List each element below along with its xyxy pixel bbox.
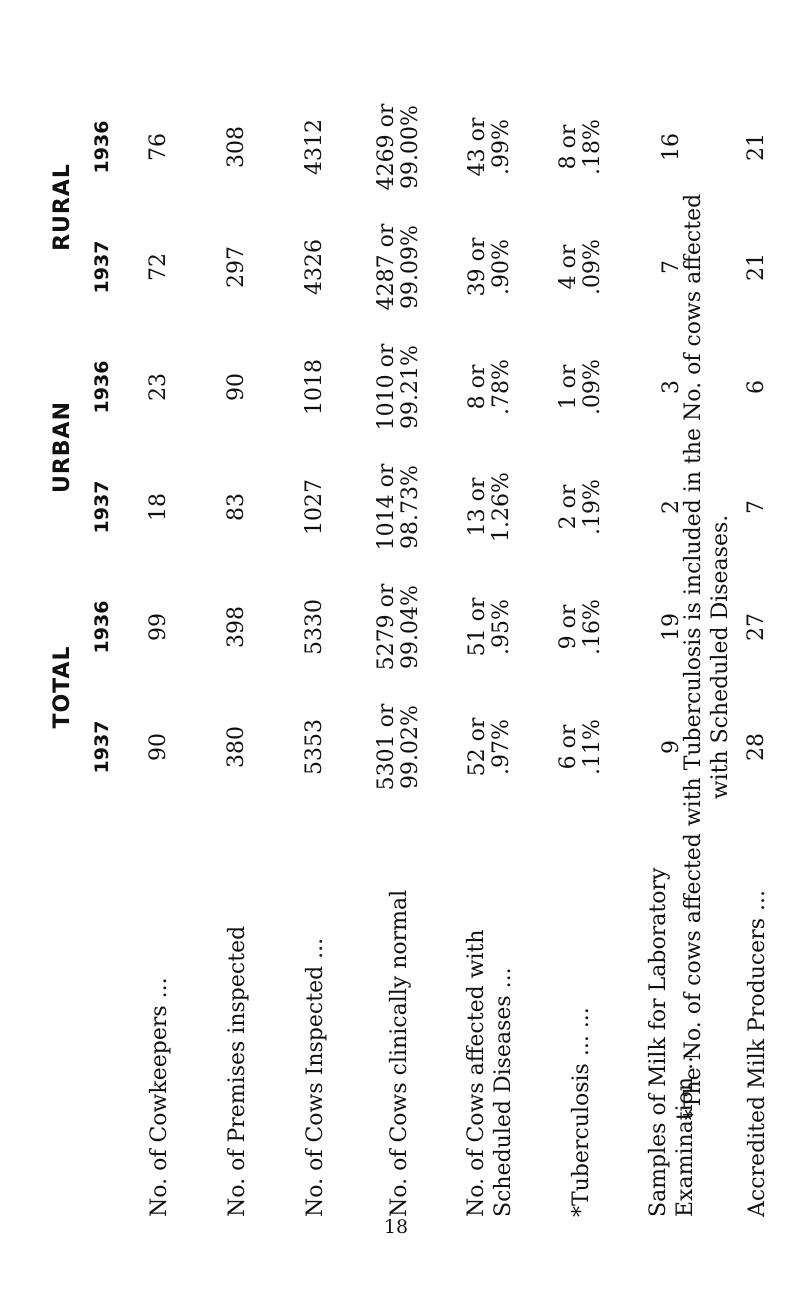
- value-cell: [536, 327, 626, 447]
- value-text: 1 or: [556, 364, 581, 410]
- value-text: 9: [659, 740, 684, 754]
- rotated-page: [30, 57, 770, 1257]
- group-header-rural: RURAL: [49, 163, 75, 251]
- year-header: 1936: [91, 600, 113, 654]
- value-cell: [276, 687, 354, 807]
- row-label: [198, 807, 276, 1217]
- value-cell: [276, 207, 354, 327]
- year-header: 1936: [91, 360, 113, 414]
- value-text: 18: [146, 493, 171, 521]
- value-text: 39 or: [465, 237, 490, 297]
- value-text: 6 or: [556, 724, 581, 770]
- value-text: 27: [744, 613, 769, 641]
- value-text: 16: [659, 133, 684, 161]
- row-label-line: Examination ...: [673, 1048, 698, 1217]
- value-cell: [354, 567, 444, 687]
- value-text: 2 or: [556, 484, 581, 530]
- value-text: 76: [146, 133, 171, 161]
- value-cell: [444, 567, 536, 687]
- value-cell: [536, 567, 626, 687]
- value-cell: [354, 87, 444, 207]
- value-text: 6: [744, 380, 769, 394]
- row-label-line: No. of Cows affected with: [464, 929, 489, 1217]
- value-cell: [276, 327, 354, 447]
- value-cell: [198, 87, 276, 207]
- row-label-line: *Tuberculosis ... ...: [568, 1007, 594, 1217]
- value-text: 8 or: [465, 364, 490, 410]
- value-text: 4269 or: [374, 103, 399, 191]
- row-label-line: Scheduled Diseases ...: [491, 967, 516, 1217]
- row-label-line: No. of Cows Inspected ...: [302, 937, 328, 1217]
- value-text: 1018: [302, 359, 327, 415]
- year-header: 1937: [91, 480, 113, 534]
- value-cell: [536, 447, 626, 567]
- value-text: 99: [146, 613, 171, 641]
- value-cell: [354, 447, 444, 567]
- value-cell: [536, 687, 626, 807]
- label-column-header-blank: [84, 807, 120, 1217]
- value-text: 99.04%: [398, 585, 423, 669]
- value-text: 398: [224, 606, 249, 648]
- table-row: [276, 87, 354, 1217]
- table-row: [198, 87, 276, 1217]
- value-text: 5279 or: [374, 583, 399, 671]
- value-text: 4 or: [556, 244, 581, 290]
- value-cell: [198, 327, 276, 447]
- value-text: 8 or: [556, 124, 581, 170]
- value-text: 1027: [302, 479, 327, 535]
- value-text: 99.21%: [398, 345, 423, 429]
- value-text: .09%: [580, 359, 605, 415]
- group-header-urban: URBAN: [49, 401, 75, 494]
- value-text: 4326: [302, 239, 327, 295]
- year-header: 1936: [91, 120, 113, 174]
- table-row: [354, 87, 444, 1217]
- value-text: .16%: [580, 599, 605, 655]
- row-label-line: No. of Cowkeepers ...: [146, 977, 172, 1217]
- row-label: [276, 807, 354, 1217]
- value-text: .09%: [580, 239, 605, 295]
- value-text: 23: [146, 373, 171, 401]
- value-cell: [536, 207, 626, 327]
- value-text: 7: [659, 260, 684, 274]
- value-cell: [120, 567, 198, 687]
- year-header-row: [84, 87, 120, 1217]
- value-text: .11%: [580, 719, 605, 775]
- value-cell: [276, 447, 354, 567]
- row-label-line: Accredited Milk Producers ...: [744, 890, 770, 1217]
- value-cell: [120, 687, 198, 807]
- value-cell: [198, 687, 276, 807]
- value-text: 13 or: [465, 477, 490, 537]
- table-row: [536, 87, 626, 1217]
- value-text: 90: [146, 733, 171, 761]
- value-text: 380: [224, 726, 249, 768]
- value-text: 99.00%: [398, 105, 423, 189]
- value-cell: [444, 447, 536, 567]
- value-text: 2: [659, 500, 684, 514]
- value-text: 1.26%: [489, 472, 514, 542]
- value-cell: [120, 327, 198, 447]
- footnote: [680, 97, 734, 1217]
- value-text: 3: [659, 380, 684, 394]
- value-text: 9 or: [556, 604, 581, 650]
- year-header: 1937: [91, 720, 113, 774]
- value-text: 98.73%: [398, 465, 423, 549]
- value-text: 5330: [302, 599, 327, 655]
- value-cell: [444, 87, 536, 207]
- value-text: 7: [744, 500, 769, 514]
- value-text: .97%: [489, 719, 514, 775]
- value-cell: [198, 447, 276, 567]
- value-cell: [444, 687, 536, 807]
- value-text: 90: [224, 373, 249, 401]
- value-cell: [120, 207, 198, 327]
- value-text: .19%: [580, 479, 605, 535]
- row-label: [444, 807, 536, 1217]
- table-row: [120, 87, 198, 1217]
- row-label: [120, 807, 198, 1217]
- value-text: .90%: [489, 239, 514, 295]
- value-cell: [198, 207, 276, 327]
- value-text: 308: [224, 126, 249, 168]
- value-text: 43 or: [465, 117, 490, 177]
- value-text: 297: [224, 246, 249, 288]
- value-text: 99.02%: [398, 705, 423, 789]
- row-label: [354, 807, 444, 1217]
- value-text: 19: [659, 613, 684, 641]
- page-number: 18: [383, 1215, 409, 1238]
- value-text: .95%: [489, 599, 514, 655]
- value-cell: [198, 567, 276, 687]
- value-cell: [354, 687, 444, 807]
- row-label-line: No. of Cows clinically normal: [386, 889, 412, 1217]
- value-text: 1010 or: [374, 343, 399, 431]
- row-label: [536, 807, 626, 1217]
- value-text: 21: [744, 253, 769, 281]
- value-text: .18%: [580, 119, 605, 175]
- row-label-line: Samples of Milk for Laboratory: [646, 867, 671, 1217]
- value-cell: [444, 207, 536, 327]
- year-header: 1937: [91, 240, 113, 294]
- footnote-line: *The No. of cows affected with Tuberculosis is included in the No. of cows affected: [681, 193, 706, 1121]
- value-text: 28: [744, 733, 769, 761]
- value-cell: [354, 327, 444, 447]
- row-label-line: No. of Premises inspected: [224, 925, 250, 1217]
- value-text: .78%: [489, 359, 514, 415]
- value-text: 5353: [302, 719, 327, 775]
- value-text: 52 or: [465, 717, 490, 777]
- value-text: 99.09%: [398, 225, 423, 309]
- value-text: 21: [744, 133, 769, 161]
- value-cell: [276, 87, 354, 207]
- value-text: 1014 or: [374, 463, 399, 551]
- value-cell: [120, 447, 198, 567]
- value-cell: [120, 87, 198, 207]
- group-header-row: [40, 87, 84, 1217]
- value-text: 51 or: [465, 597, 490, 657]
- value-text: 83: [224, 493, 249, 521]
- value-cell: [444, 327, 536, 447]
- value-text: 5301 or: [374, 703, 399, 791]
- value-cell: [536, 87, 626, 207]
- value-text: 4312: [302, 119, 327, 175]
- value-cell: [276, 567, 354, 687]
- value-text: .99%: [489, 119, 514, 175]
- value-text: 4287 or: [374, 223, 399, 311]
- footnote-line: with Scheduled Diseases.: [708, 514, 733, 800]
- group-header-total: TOTAL: [49, 645, 75, 729]
- label-column-header: [40, 807, 84, 1217]
- value-cell: [354, 207, 444, 327]
- value-text: 72: [146, 253, 171, 281]
- table-row: [444, 87, 536, 1217]
